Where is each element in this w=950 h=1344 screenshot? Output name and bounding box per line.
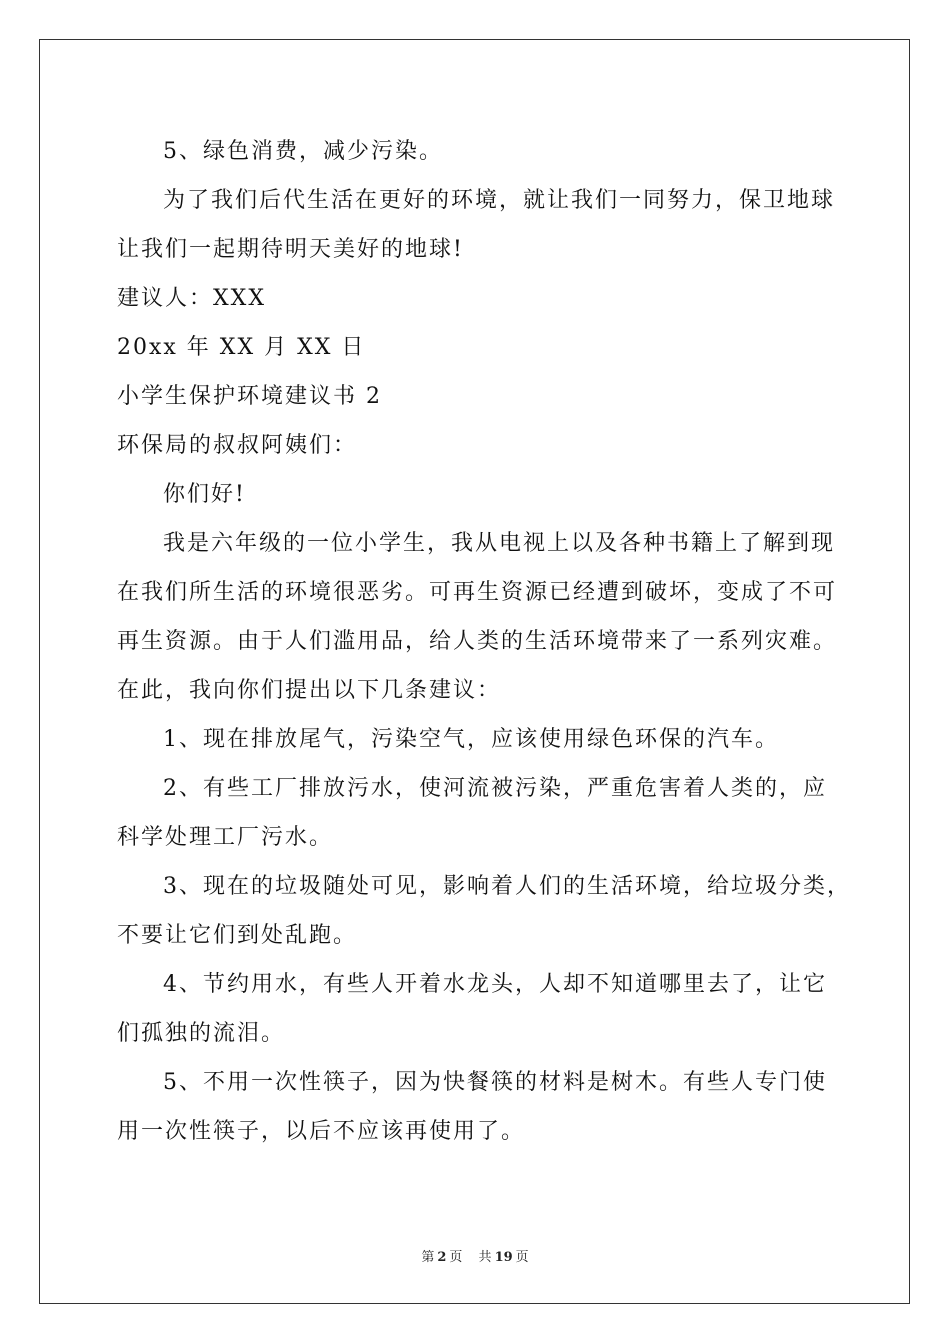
total-suffix: 页 (515, 1250, 529, 1265)
suggestion-item: 5、不用一次性筷子，因为快餐筷的材料是树木。有些人专门使 (163, 1070, 827, 1095)
total-prefix: 共 (478, 1250, 492, 1265)
suggestion-item-continued: 们孤独的流泪。 (117, 1021, 286, 1046)
page-number: 2 (437, 1250, 447, 1265)
paragraph-line: 5、绿色消费，减少污染。 (163, 139, 443, 164)
suggestion-item: 2、有些工厂排放污水，使河流被污染，严重危害着人类的，应 (163, 776, 827, 801)
paragraph-line: 在我们所生活的环境很恶劣。可再生资源已经遭到破坏，变成了不可 (117, 580, 838, 605)
document-body (117, 127, 851, 1156)
page-prefix: 第 (421, 1250, 435, 1265)
suggestion-item: 3、现在的垃圾随处可见，影响着人们的生活环境，给垃圾分类， (163, 874, 851, 899)
date-line: 20xx 年 XX 月 XX 日 (117, 335, 366, 360)
suggestion-item-continued: 用一次性筷子，以后不应该再使用了。 (117, 1119, 526, 1144)
suggestion-item: 1、现在排放尾气，污染空气，应该使用绿色环保的汽车。 (163, 727, 779, 752)
paragraph-line: 让我们一起期待明天美好的地球! (117, 237, 464, 262)
paragraph-line: 在此，我向你们提出以下几条建议： (117, 678, 502, 703)
paragraph-line: 为了我们后代生活在更好的环境，就让我们一同努力，保卫地球 (163, 188, 836, 213)
suggestion-item: 4、节约用水，有些人开着水龙头，人却不知道哪里去了，让它 (163, 972, 827, 997)
salutation: 环保局的叔叔阿姨们： (117, 433, 358, 458)
paragraph-line: 我是六年级的一位小学生，我从电视上以及各种书籍上了解到现 (163, 531, 836, 556)
page-footer (0, 1246, 950, 1265)
suggestion-item-continued: 科学处理工厂污水。 (117, 825, 334, 850)
total-indicator (476, 1250, 532, 1265)
paragraph-line: 再生资源。由于人们滥用品，给人类的生活环境带来了一系列灾难。 (117, 629, 838, 654)
total-pages: 19 (494, 1250, 513, 1265)
signature-line: 建议人：XXX (117, 286, 266, 311)
page-suffix: 页 (449, 1250, 463, 1265)
greeting: 你们好! (163, 482, 246, 507)
suggestion-item-continued: 不要让它们到处乱跑。 (117, 923, 358, 948)
page-indicator (418, 1250, 465, 1265)
section-title: 小学生保护环境建议书 2 (117, 384, 382, 409)
